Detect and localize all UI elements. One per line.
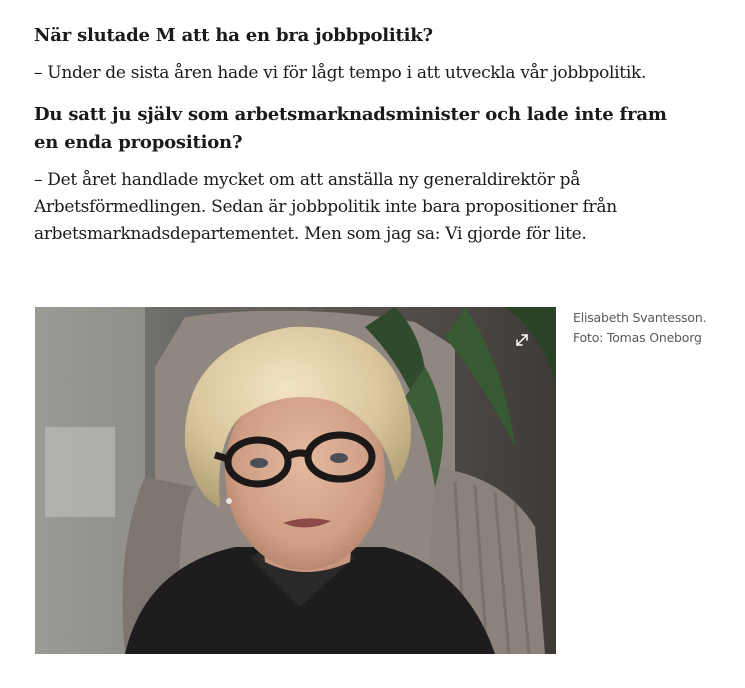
caption-credit: Foto: Tomas Oneborg [573,330,702,345]
interview-answer: – Under de sista åren hade vi för lågt tempo i att utveckla vår jobbpolitik. [34,63,647,83]
portrait-photo [35,307,556,654]
interview-question: När slutade M att ha en bra jobbpolitik? [34,25,433,46]
interview-answer: – Det året handlade mycket om att anställa ny generaldirektör på Arbetsförmedlingen. Sedan är jobbpolitik inte bara propositioner från arbetsmarknadsdepartementet. Men som jag sa: Vi gjorde för lite. [34,170,617,244]
photo-caption [573,308,738,348]
expand-icon[interactable] [513,331,531,349]
caption-subject: Elisabeth Svantesson. [573,310,707,325]
article-body [34,22,684,262]
article-photo[interactable] [35,307,556,654]
interview-question: Du satt ju själv som arbetsmarknadsminister och lade inte fram en enda proposition? [34,104,667,153]
